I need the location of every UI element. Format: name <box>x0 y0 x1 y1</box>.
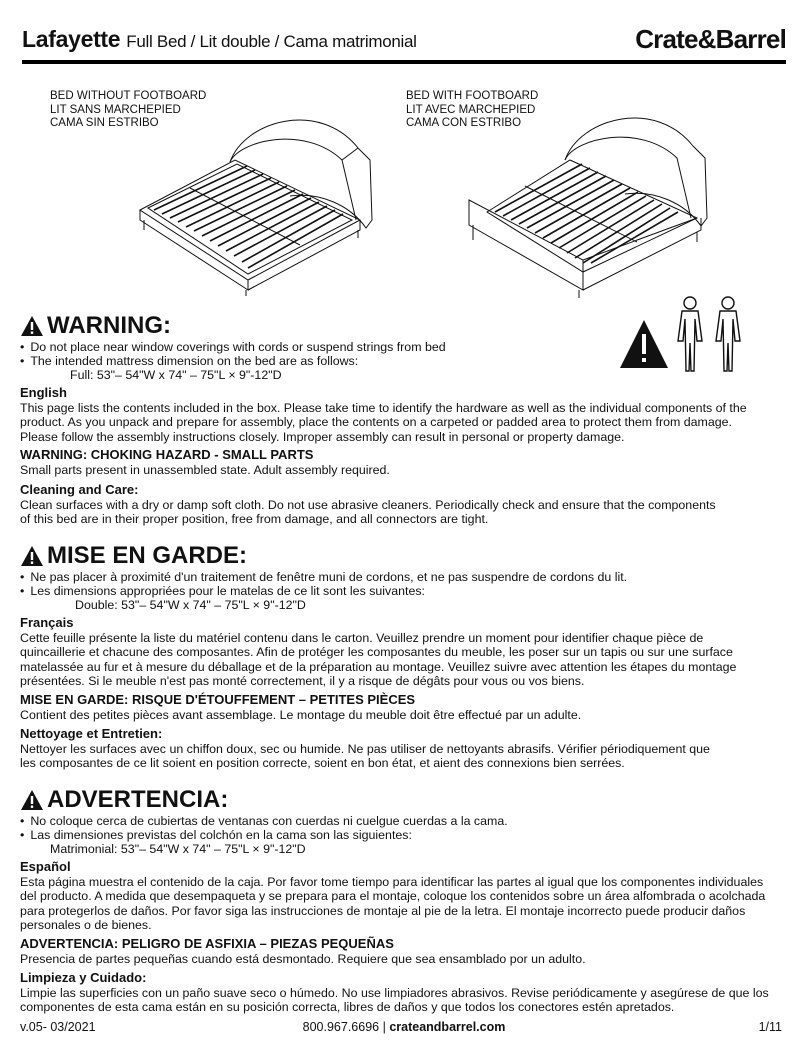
product-title <box>22 26 417 53</box>
intro-paragraph <box>20 875 786 933</box>
bullet-item: • Las dimensiones previstas del colchón en la cama son las siguientes: <box>20 828 786 842</box>
paragraph-line: product. As you unpack and prepare for assembly, place the contents on a carpeted or padded area to protect them from damage. <box>20 415 732 430</box>
mattress-dimension: Double: 53"– 54"W x 74" – 75"L × 9"-12"D <box>75 598 306 612</box>
language-title: Français <box>20 615 74 630</box>
paragraph-line: This page lists the contents included in the box. Please take time to identify the hardware as well as the individual components of the <box>20 401 747 415</box>
spanish-section <box>20 786 786 1015</box>
paragraph-line: matelassée au fur et à mesure du déballage et de la préparation au montage. Veuillez suivre avec attention les étapes du montage <box>20 659 737 674</box>
caption-line: CAMA CON ESTRIBO <box>406 117 522 129</box>
bed-without-footboard-illustration <box>130 100 380 300</box>
warning-heading-text: MISE EN GARDE: <box>47 542 248 569</box>
paragraph-line: Cette feuille présente la liste du matériel contenu dans le carton. Veuillez prendre un moment pour identifier chaque pièce de <box>20 631 704 645</box>
english-section <box>20 312 786 526</box>
warning-bullets <box>20 340 786 368</box>
care-paragraph <box>20 498 786 527</box>
choking-hazard-title: MISE EN GARDE: RISQUE D'ÉTOUFFEMENT – PETITES PIÈCES <box>20 691 416 707</box>
version-label: v.05- 03/2021 <box>20 1020 96 1034</box>
paragraph-line: del producto. A medida que desempaqueta y se prepara para el montaje, coloque los contenidos sobre un área alfombrada o acolchada <box>20 889 766 904</box>
bullet-item: • No coloque cerca de cubiertas de ventanas con cuerdas ni cuelgue cuerdas a la cama. <box>20 814 786 828</box>
choking-hazard-title: WARNING: CHOKING HAZARD - SMALL PARTS <box>20 447 314 463</box>
footer-separator: | <box>382 1020 386 1034</box>
warning-heading <box>20 312 786 340</box>
paragraph-line: Esta página muestra el contenido de la caja. Por favor tome tiempo para identificar las partes al igual que los componentes individuales <box>20 875 764 889</box>
warning-heading <box>20 786 786 814</box>
website-link[interactable]: crateandbarrel.com <box>389 1020 506 1034</box>
paragraph-line: personales o de bienes. <box>20 918 152 933</box>
paragraph-line: Clean surfaces with a dry or damp soft cloth. Do not use abrasive cleaners. Periodically check and ensure that the components <box>20 497 716 512</box>
bullet-item: • The intended mattress dimension on the bed are as follows: <box>20 354 786 368</box>
paragraph-line: les composantes de ce lit soient en position correcte, soient en bon état, et aient des connexions bien serrées. <box>20 756 625 771</box>
care-title: Limpieza y Cuidado: <box>20 970 147 986</box>
paragraph-line: of this bed are in their proper position, free from damage, and all connectors are tight. <box>20 512 489 527</box>
paragraph-line: présentées. Si le meuble n'est pas monté correctement, il y a risque de dégâts pour vous ou vos biens. <box>20 674 585 689</box>
mattress-dimension: Full: 53"– 54"W x 74" – 75"L × 9"-12"D <box>70 368 282 382</box>
product-name: Lafayette <box>22 26 121 52</box>
paragraph-line: Limpie las superficies con un paño suave seco o húmedo. No use limpiadores abrasivos. Revise periódicamente y asegúrese de que los <box>20 986 769 1001</box>
choking-hazard-title: ADVERTENCIA: PELIGRO DE ASFIXIA – PIEZAS PEQUEÑAS <box>20 935 394 951</box>
phone-number: 800.967.6696 <box>302 1020 380 1034</box>
warning-heading-text: ADVERTENCIA: <box>47 786 229 813</box>
bed-with-footboard-illustration <box>465 100 725 305</box>
care-paragraph <box>20 986 786 1015</box>
language-title: English <box>20 385 67 400</box>
warning-heading-text: WARNING: <box>47 312 171 339</box>
contact-line <box>0 1020 808 1034</box>
caption-line: BED WITH FOOTBOARD <box>406 90 539 102</box>
paragraph-line: para protegerlos de daños. Por favor siga las instrucciones de montaje al pie de la letra. El montaje incorrecto puede producir daños <box>20 903 746 918</box>
warning-triangle-icon <box>20 315 44 337</box>
intro-paragraph <box>20 631 786 689</box>
paragraph-line: componentes de esta cama están en su posición correcta, libres de daños y que todos los conectores estén apretados. <box>20 1000 675 1015</box>
warning-triangle-icon <box>20 789 44 811</box>
page-number: 1/11 <box>758 1020 782 1034</box>
caption-line: CAMA SIN ESTRIBO <box>50 117 159 129</box>
mattress-dimension: Matrimonial: 53"– 54"W x 74" – 75"L × 9"-12"D <box>50 842 306 856</box>
paragraph-line: quincaillerie et chacune des composantes. Afin de protéger les composantes du meuble, les poser sur un tapis ou sur une surface <box>20 645 733 660</box>
care-title: Nettoyage et Entretien: <box>20 726 163 742</box>
paragraph-line: Please follow the assembly instructions closely. Improper assembly can result in personal or property damage. <box>20 429 625 444</box>
intro-paragraph <box>20 401 786 444</box>
warning-bullets <box>20 570 786 598</box>
paragraph-line: Nettoyer les surfaces avec un chiffon doux, sec ou humide. Ne pas utiliser de nettoyants abrasifs. Vérifier périodiquement que <box>20 742 710 757</box>
warning-heading <box>20 542 786 570</box>
choking-hazard-text: Contient des petites pièces avant assemblage. Le montage du meuble doit être effectué par un adulte. <box>20 707 582 722</box>
bullet-item: • Do not place near window coverings with cords or suspend strings from bed <box>20 340 786 354</box>
warning-bullets <box>20 814 786 842</box>
care-paragraph <box>20 742 786 771</box>
care-title: Cleaning and Care: <box>20 481 139 497</box>
caption-line: LIT SANS MARCHEPIED <box>50 103 181 116</box>
product-subtitle: Full Bed / Lit double / Cama matrimonial <box>126 32 417 51</box>
caption-line: BED WITHOUT FOOTBOARD <box>50 90 207 102</box>
page-header <box>22 22 786 60</box>
language-title: Español <box>20 859 71 874</box>
choking-hazard-text: Presencia de partes pequeñas cuando está desmontado. Requiere que sea ensamblado por un adulto. <box>20 951 586 966</box>
brand-logo: Crate&Barrel <box>635 24 786 54</box>
header-rule <box>22 60 786 64</box>
bullet-item: • Ne pas placer à proximité d'un traitement de fenêtre muni de cordons, et ne pas suspendre de cordons du lit. <box>20 570 786 584</box>
caption-line: LIT AVEC MARCHEPIED <box>406 103 536 116</box>
french-section <box>20 542 786 771</box>
choking-hazard-text: Small parts present in unassembled state. Adult assembly required. <box>20 463 390 478</box>
warning-triangle-icon <box>20 545 44 567</box>
bullet-item: • Les dimensions appropriées pour le matelas de ce lit sont les suivantes: <box>20 584 786 598</box>
